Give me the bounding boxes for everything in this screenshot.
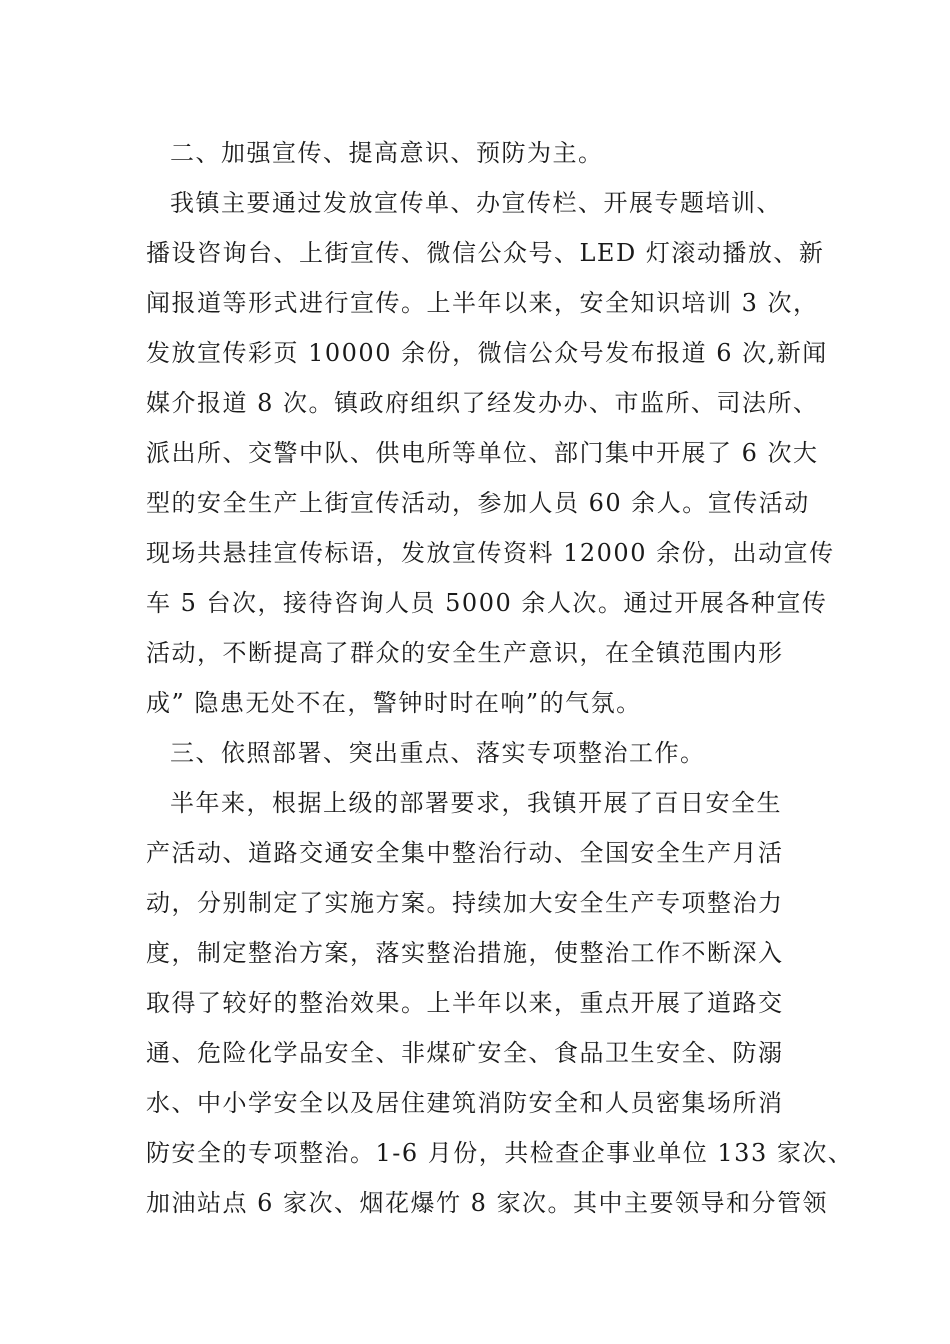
paragraph-line: 发放宣传彩页 10000 余份，微信公众号发布报道 6 次,新闻 [146, 339, 828, 367]
paragraph-line: 闻报道等形式进行宣传。上半年以来，安全知识培训 3 次， [146, 289, 819, 317]
paragraph-line: 我镇主要通过发放宣传单、办宣传栏、开展专题培训、 [170, 189, 782, 217]
paragraph-line: 度，制定整治方案，落实整治措施，使整治工作不断深入 [146, 939, 784, 967]
paragraph-line: 取得了较好的整治效果。上半年以来，重点开展了道路交 [146, 989, 784, 1017]
paragraph-line: 车 5 台次，接待咨询人员 5000 余人次。通过开展各种宣传 [146, 589, 828, 617]
section-heading-3: 三、依照部署、突出重点、落实专项整治工作。 [170, 739, 706, 767]
paragraph-line: 加油站点 6 家次、烟花爆竹 8 家次。其中主要领导和分管领 [146, 1189, 829, 1217]
paragraph-line: 产活动、道路交通安全集中整治行动、全国安全生产月活 [146, 839, 784, 867]
section-heading-2: 二、加强宣传、提高意识、预防为主。 [170, 139, 604, 167]
paragraph-line: 媒介报道 8 次。镇政府组织了经发办办、市监所、司法所、 [146, 389, 819, 417]
paragraph-line: 现场共悬挂宣传标语，发放宣传资料 12000 余份，出动宣传 [146, 539, 835, 567]
paragraph-line: 水、中小学安全以及居住建筑消防安全和人员密集场所消 [146, 1089, 784, 1117]
paragraph-line: 防安全的专项整治。1-6 月份，共检查企事业单位 133 家次、 [146, 1139, 854, 1167]
paragraph-line: 成” 隐患无处不在，警钟时时在响”的气氛。 [146, 689, 642, 717]
document-body [146, 128, 854, 1228]
paragraph-line: 型的安全生产上街宣传活动，参加人员 60 余人。宣传活动 [146, 489, 810, 517]
paragraph-line: 通、危险化学品安全、非煤矿安全、食品卫生安全、防溺 [146, 1039, 784, 1067]
paragraph-line: 播设咨询台、上街宣传、微信公众号、LED 灯滚动播放、新 [146, 239, 825, 267]
paragraph-line: 派出所、交警中队、供电所等单位、部门集中开展了 6 次大 [146, 439, 819, 467]
paragraph-line: 半年来，根据上级的部署要求，我镇开展了百日安全生 [170, 789, 782, 817]
paragraph-line: 活动，不断提高了群众的安全生产意识，在全镇范围内形 [146, 639, 784, 667]
paragraph-line: 动，分别制定了实施方案。持续加大安全生产专项整治力 [146, 889, 784, 917]
